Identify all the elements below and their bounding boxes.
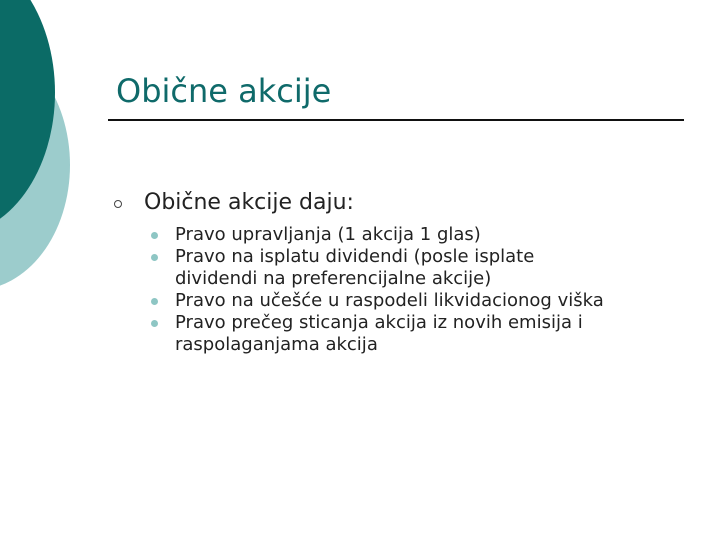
right-text-line: Pravo na učešće u raspodeli likvidacionog viška (175, 290, 604, 311)
slide-title: Obične akcije (116, 72, 332, 110)
right-item-management (175, 224, 704, 246)
right-item-preemptive-rights (175, 312, 704, 356)
main-bullet-text: Obične akcije daju: (144, 190, 354, 215)
right-text-continuation: dividendi na preferencijalne akcije) (175, 268, 492, 289)
right-item-liquidation-surplus (175, 290, 704, 312)
right-item-dividends (175, 246, 704, 290)
main-bullet-point (114, 188, 704, 218)
right-text-line: Pravo prečeg sticanja akcija iz novih emisija i (175, 312, 583, 333)
rights-list (114, 224, 704, 356)
right-text-continuation: raspolaganjama akcija (175, 334, 378, 355)
slide-content (114, 188, 704, 356)
title-divider (108, 119, 684, 121)
right-text-line: Pravo na isplatu dividendi (posle isplate (175, 246, 535, 267)
dot-bullet-icon (151, 254, 158, 261)
dot-bullet-icon (151, 320, 158, 327)
ring-bullet-icon (114, 200, 122, 208)
right-text-line: Pravo upravljanja (1 akcija 1 glas) (175, 224, 481, 245)
dot-bullet-icon (151, 232, 158, 239)
dot-bullet-icon (151, 298, 158, 305)
